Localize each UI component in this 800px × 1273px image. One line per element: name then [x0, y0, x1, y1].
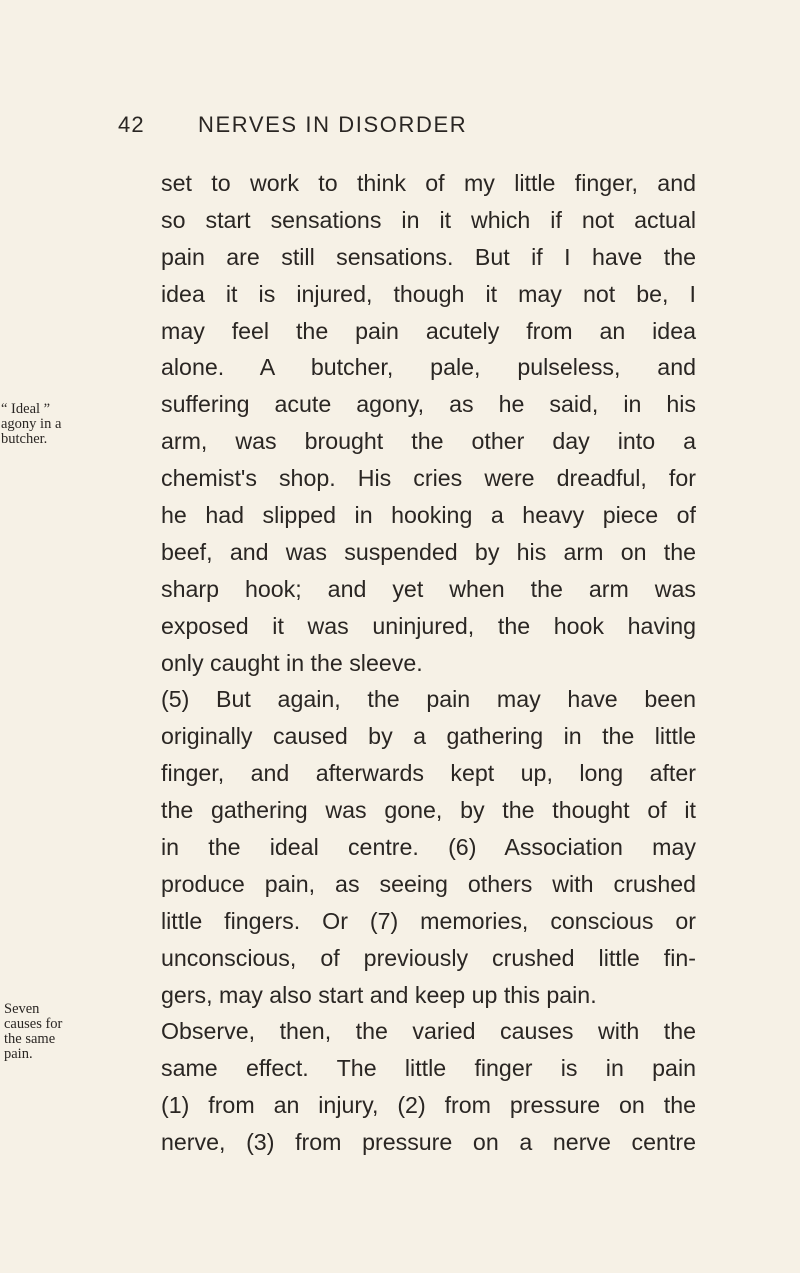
text-line: exposed it was uninjured, the hook having [161, 612, 696, 639]
text-line: he had slipped in hooking a heavy piece of [161, 502, 696, 529]
text-line: so start sensations in it which if not actual [161, 206, 696, 233]
text-line: produce pain, as seeing others with crushed [161, 870, 696, 897]
text-line: beef, and was suspended by his arm on the [161, 538, 696, 565]
text-line: sharp hook; and yet when the arm was [161, 575, 696, 602]
text-line: (1) from an injury, (2) from pressure on the [161, 1092, 696, 1119]
text-line: (5) But again, the pain may have been [161, 686, 696, 713]
text-line: same effect. The little finger is in pain [161, 1055, 696, 1082]
text-line: chemist's shop. His cries were dreadful, for [161, 465, 696, 492]
margin-note-line: “ Ideal ” [1, 401, 51, 417]
text-line: alone. A butcher, pale, pulseless, and [161, 354, 696, 381]
text-line: originally caused by a gathering in the little [161, 723, 696, 750]
margin-note-ideal-agony [1, 402, 111, 447]
text-line: only caught in the sleeve. [161, 649, 423, 676]
text-line: the gathering was gone, by the thought of it [161, 797, 696, 824]
body-text [161, 165, 696, 1161]
text-line: may feel the pain acutely from an idea [161, 317, 696, 344]
margin-note-line: Seven [4, 1001, 40, 1017]
margin-note-line: causes for [4, 1016, 63, 1032]
text-line: nerve, (3) from pressure on a nerve centre [161, 1129, 696, 1156]
text-line: suffering acute agony, as he said, in his [161, 391, 696, 418]
text-line: Observe, then, the varied causes with the [161, 1018, 696, 1045]
text-line: gers, may also start and keep up this pain. [161, 981, 597, 1008]
margin-note-line: pain. [4, 1046, 33, 1062]
running-title: NERVES IN DISORDER [198, 112, 468, 137]
margin-note-line: the same [4, 1031, 56, 1047]
text-line: arm, was brought the other day into a [161, 428, 696, 455]
text-line: in the ideal centre. (6) Association may [161, 834, 696, 861]
page-number: 42 [118, 112, 145, 137]
margin-note-seven-causes [4, 1002, 114, 1062]
text-line: pain are still sensations. But if I have the [161, 243, 696, 270]
text-line: set to work to think of my little finger, and [161, 170, 696, 196]
margin-note-line: butcher. [1, 431, 48, 447]
text-line: little fingers. Or (7) memories, conscious or [161, 907, 696, 934]
page-header [118, 112, 678, 146]
margin-note-line: agony in a [1, 416, 62, 432]
text-line: unconscious, of previously crushed little fin- [161, 944, 696, 971]
text-line: finger, and afterwards kept up, long after [161, 760, 696, 787]
text-line: idea it is injured, though it may not be, I [161, 280, 696, 307]
